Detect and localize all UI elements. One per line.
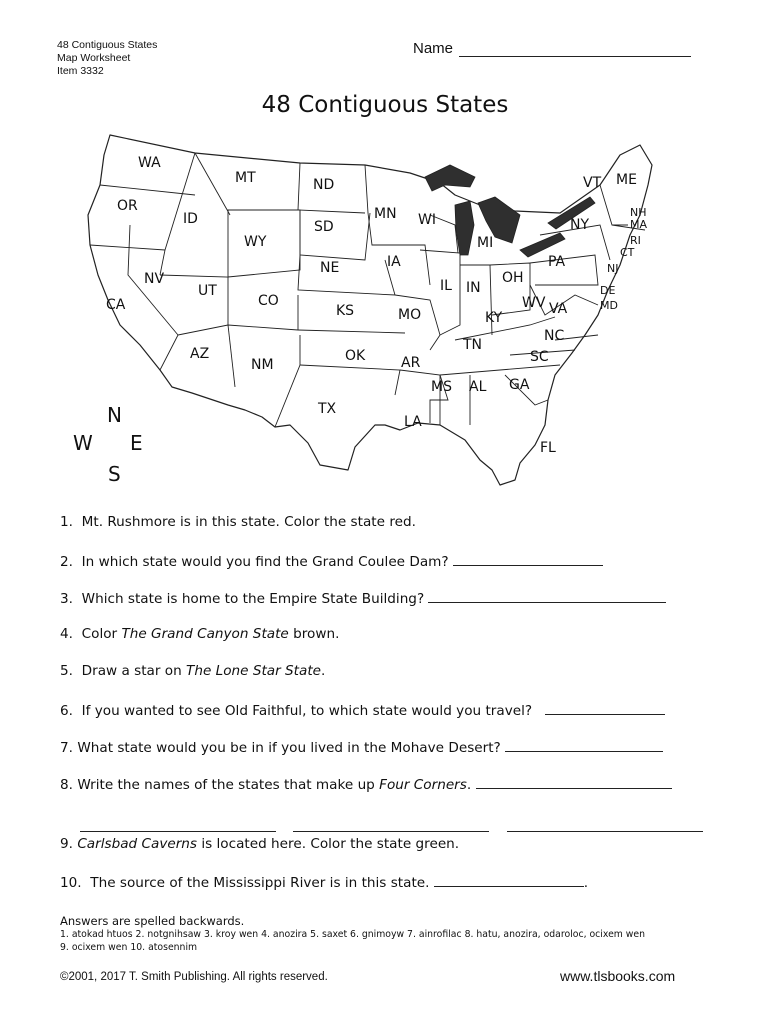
- compass-north: N: [107, 403, 122, 427]
- answer-blank[interactable]: [453, 552, 603, 566]
- question-emphasis: Carlsbad Caverns: [77, 836, 198, 852]
- compass-west: W: [73, 431, 93, 455]
- page-title: 48 Contiguous States: [261, 92, 509, 118]
- question-text: is located here. Color the state green.: [197, 836, 460, 852]
- state-label: VA: [549, 301, 568, 317]
- question-number: 5.: [60, 663, 73, 679]
- name-label: Name: [413, 40, 454, 57]
- state-label: NE: [320, 260, 340, 276]
- question-number: 6.: [60, 703, 73, 719]
- question-number: 4.: [60, 626, 73, 642]
- answer-key-line: 9. ocixem wen 10. atosennim: [60, 942, 198, 953]
- question-text: .: [583, 875, 589, 891]
- question-3: [60, 589, 666, 607]
- state-label: WA: [138, 155, 161, 171]
- meta-line: Map Worksheet: [57, 52, 131, 64]
- website-link[interactable]: www.tlsbooks.com: [560, 968, 676, 984]
- state-label: VT: [583, 175, 602, 191]
- state-label: KY: [485, 310, 503, 326]
- copyright-notice: ©2001, 2017 T. Smith Publishing. All rights reserved.: [60, 971, 328, 983]
- question-number: 9.: [60, 836, 73, 852]
- question-text: Write the names of the states that make up: [77, 777, 380, 793]
- question-text: Color: [81, 626, 122, 642]
- state-label: MD: [600, 299, 618, 312]
- question-emphasis: The Lone Star State: [186, 663, 322, 679]
- answer-blank[interactable]: [293, 818, 489, 832]
- state-label: AZ: [190, 346, 210, 362]
- state-label: IN: [466, 280, 481, 296]
- question-6: [60, 701, 665, 719]
- state-label: MA: [630, 218, 648, 231]
- state-label: NC: [544, 328, 565, 344]
- answer-key: [60, 914, 645, 954]
- state-label: DE: [600, 284, 616, 297]
- question-number: 7.: [60, 740, 73, 756]
- answer-blank[interactable]: [507, 818, 703, 832]
- question-number: 10.: [60, 875, 82, 891]
- answer-blank[interactable]: [434, 873, 584, 887]
- answer-key-line: 1. atokad htuos 2. notgnihsaw 3. kroy wen 4. anozira 5. saxet 6. gnimoyw 7. ainrofilac 8. hatu, anozira, odaroloc, ocixem wen: [60, 929, 646, 940]
- state-label: SC: [530, 349, 549, 365]
- answer-blank[interactable]: [545, 701, 665, 715]
- state-label: RI: [630, 234, 641, 247]
- compass-east: E: [130, 431, 143, 455]
- state-label: UT: [198, 283, 217, 299]
- worksheet-meta: [57, 39, 157, 78]
- question-7: [60, 738, 663, 756]
- us-map: [0, 125, 770, 505]
- name-blank[interactable]: [459, 42, 691, 57]
- question-8: [60, 775, 672, 793]
- compass-rose: [73, 403, 143, 486]
- question-text: Mt. Rushmore is in this state. Color the state red.: [81, 514, 416, 530]
- state-label: PA: [548, 254, 566, 270]
- answer-blank[interactable]: [476, 775, 672, 789]
- state-label: NJ: [607, 262, 619, 275]
- state-label: MT: [235, 170, 256, 186]
- state-label: WY: [244, 234, 267, 250]
- state-label: TX: [318, 401, 337, 417]
- state-label: CT: [620, 246, 635, 259]
- question-5: [60, 663, 325, 679]
- state-label: AL: [469, 379, 487, 395]
- state-label: LA: [404, 414, 422, 430]
- question-text: .: [466, 777, 472, 793]
- state-label: ND: [313, 177, 335, 193]
- state-label: ME: [616, 172, 637, 188]
- state-label: TN: [463, 337, 483, 353]
- state-label: OR: [117, 198, 138, 214]
- meta-line: Item 3332: [57, 65, 104, 77]
- state-label: CA: [106, 297, 126, 313]
- question-4: [60, 626, 339, 642]
- state-label: NM: [251, 357, 274, 373]
- question-9: [60, 836, 459, 852]
- state-label: IL: [440, 278, 452, 294]
- map-outline: [88, 135, 652, 485]
- question-text: What state would you be in if you lived in the Mohave Desert?: [77, 740, 501, 756]
- question-text: brown.: [288, 626, 340, 642]
- question-text: Which state is home to the Empire State Building?: [81, 591, 425, 607]
- question-text: If you wanted to see Old Faithful, to which state would you travel?: [81, 703, 533, 719]
- state-label: MS: [431, 379, 452, 395]
- meta-line: 48 Contiguous States: [57, 39, 158, 51]
- name-field[interactable]: [413, 40, 691, 57]
- answer-blank[interactable]: [505, 738, 663, 752]
- question-emphasis: Four Corners: [379, 777, 467, 793]
- state-label: NH: [630, 206, 647, 219]
- question-text: Draw a star on: [81, 663, 187, 679]
- state-label: OH: [502, 270, 524, 286]
- question-emphasis: The Grand Canyon State: [121, 626, 289, 642]
- question-10: [60, 873, 588, 891]
- state-label: NV: [144, 271, 165, 287]
- question-number: 8.: [60, 777, 73, 793]
- answer-key-heading: Answers are spelled backwards.: [60, 914, 245, 928]
- state-label: GA: [509, 377, 530, 393]
- compass-south: S: [108, 462, 121, 486]
- question-text: .: [321, 663, 326, 679]
- state-label: NY: [570, 217, 590, 233]
- state-label: SD: [314, 219, 334, 235]
- state-label: KS: [336, 303, 355, 319]
- question-text: In which state would you find the Grand Coulee Dam?: [81, 554, 449, 570]
- question-text: The source of the Mississippi River is in this state.: [90, 875, 430, 891]
- state-label: CO: [258, 293, 279, 309]
- state-label: ID: [183, 211, 198, 227]
- state-label: AR: [401, 355, 421, 371]
- state-label: IA: [387, 254, 401, 270]
- answer-blank[interactable]: [80, 818, 276, 832]
- state-label: WV: [522, 295, 546, 311]
- state-label: MI: [477, 235, 494, 251]
- question-1: [60, 514, 416, 530]
- question-number: 3.: [60, 591, 73, 607]
- state-label: WI: [418, 212, 436, 228]
- state-label: OK: [345, 348, 366, 364]
- state-label: MO: [398, 307, 422, 323]
- state-label: MN: [374, 206, 397, 222]
- question-number: 2.: [60, 554, 73, 570]
- state-label: FL: [540, 440, 556, 456]
- question-2: [60, 552, 603, 570]
- question-number: 1.: [60, 514, 73, 530]
- answer-blank[interactable]: [428, 589, 666, 603]
